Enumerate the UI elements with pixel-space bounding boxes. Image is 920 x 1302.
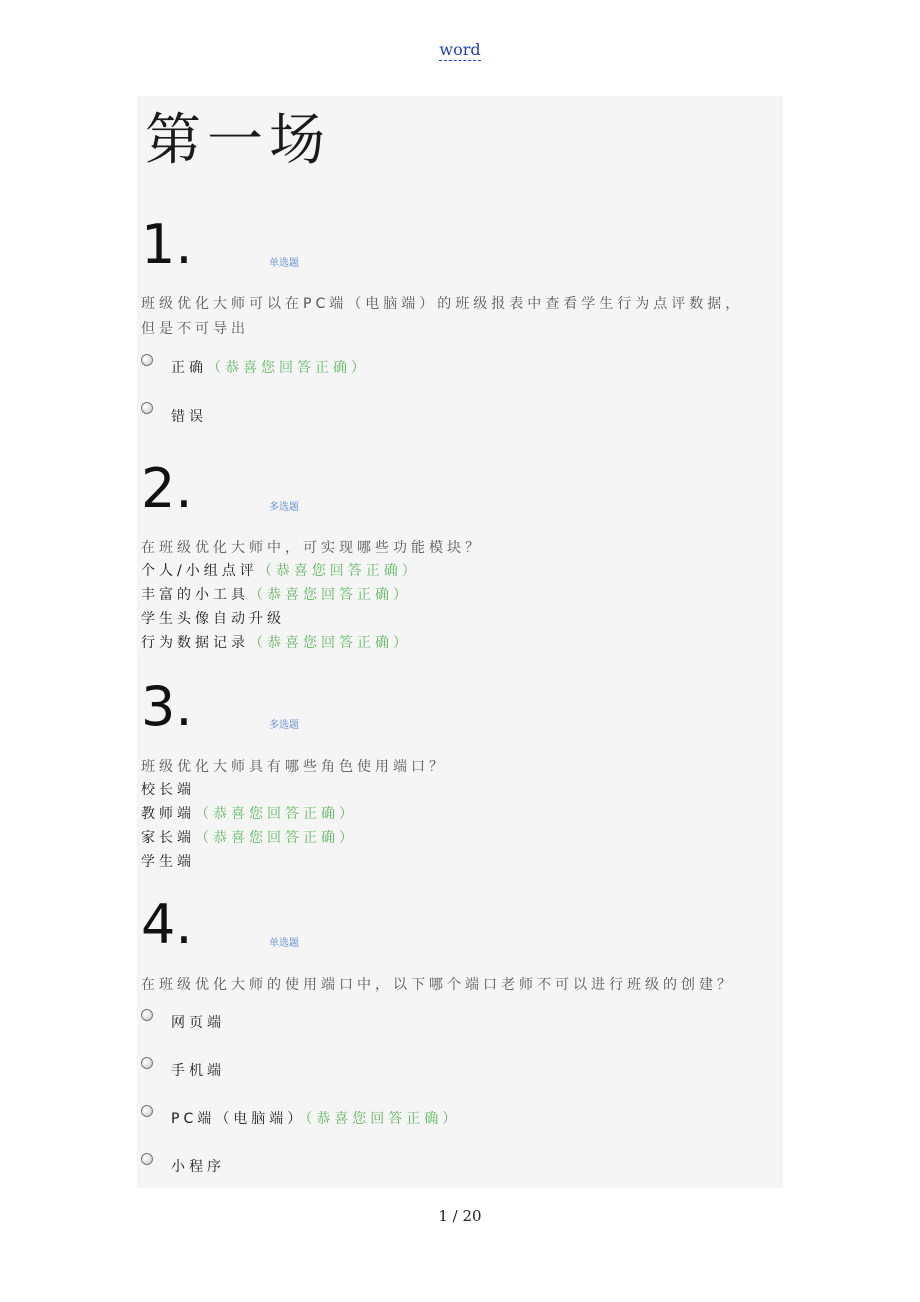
question-2-type: 多选题 — [269, 502, 299, 513]
q2-option-2-label: 丰富的小工具 — [141, 587, 249, 603]
q1-option-1[interactable] — [171, 356, 369, 380]
question-2-text: 在班级优化大师中，可实现哪些功能模块？ — [141, 540, 483, 556]
q2-option-1 — [141, 559, 420, 583]
q3-option-4-label: 学生端 — [141, 854, 195, 870]
q2-option-3-label: 学生头像自动升级 — [141, 611, 285, 627]
q2-option-4-feedback: （恭喜您回答正确） — [249, 635, 411, 651]
q2-option-1-feedback: （恭喜您回答正确） — [257, 563, 420, 579]
q4-option-3-feedback: （恭喜您回答正确） — [305, 1111, 461, 1127]
q1-option-1-feedback: （恭喜您回答正确） — [207, 360, 369, 376]
radio-q4-option-3[interactable] — [141, 1105, 153, 1117]
q4-option-3-label: PC端（电脑端） — [171, 1111, 306, 1127]
question-1-number: 1. — [141, 213, 193, 276]
q3-option-1 — [141, 778, 195, 802]
q3-option-3-label: 家长端 — [141, 830, 195, 846]
q4-option-4-label: 小程序 — [171, 1159, 225, 1175]
question-1-type: 单选题 — [269, 258, 299, 269]
question-1-text-line2: 但是不可导出 — [141, 321, 249, 337]
q4-option-1[interactable] — [171, 1011, 225, 1035]
q4-option-1-label: 网页端 — [171, 1015, 225, 1031]
q4-option-3[interactable] — [171, 1107, 460, 1131]
quiz-panel — [137, 96, 783, 1188]
q3-option-3 — [141, 826, 357, 850]
q1-option-2-label: 错误 — [171, 409, 207, 425]
q3-option-2 — [141, 802, 357, 826]
q4-option-4[interactable] — [171, 1155, 225, 1179]
question-1-text-line1: 班级优化大师可以在PC端（电脑端）的班级报表中查看学生行为点评数据， — [141, 296, 744, 312]
page-header — [0, 40, 920, 59]
question-3-type: 多选题 — [269, 720, 299, 731]
question-3-number: 3. — [141, 675, 193, 738]
radio-q4-option-2[interactable] — [141, 1057, 153, 1069]
question-4-text: 在班级优化大师的使用端口中，以下哪个端口老师不可以进行班级的创建？ — [141, 977, 735, 993]
q2-option-3 — [141, 607, 285, 631]
question-4-number: 4. — [141, 893, 193, 956]
q3-option-3-feedback: （恭喜您回答正确） — [195, 830, 357, 846]
radio-q4-option-4[interactable] — [141, 1153, 153, 1165]
q2-option-1-label: 个人/小组点评 — [141, 563, 258, 579]
q2-option-4 — [141, 631, 411, 655]
page-title: 第一场 — [145, 108, 331, 173]
radio-q1-option-2[interactable] — [141, 402, 153, 414]
question-3-text: 班级优化大师具有哪些角色使用端口？ — [141, 759, 447, 775]
q1-option-1-label: 正确 — [171, 360, 207, 376]
word-link[interactable]: word — [439, 40, 481, 59]
q3-option-4 — [141, 850, 195, 874]
q4-option-2[interactable] — [171, 1059, 225, 1083]
q4-option-2-label: 手机端 — [171, 1063, 225, 1079]
question-2-number: 2. — [141, 457, 193, 520]
q2-option-2-feedback: （恭喜您回答正确） — [249, 587, 411, 603]
q2-option-4-label: 行为数据记录 — [141, 635, 249, 651]
q1-option-2[interactable] — [171, 405, 207, 429]
q3-option-2-label: 教师端 — [141, 806, 195, 822]
q2-option-2 — [141, 583, 411, 607]
radio-q1-option-1[interactable] — [141, 354, 153, 366]
radio-q4-option-1[interactable] — [141, 1009, 153, 1021]
q3-option-2-feedback: （恭喜您回答正确） — [195, 806, 357, 822]
question-4-type: 单选题 — [269, 938, 299, 949]
q3-option-1-label: 校长端 — [141, 782, 195, 798]
page-number: 1 / 20 — [438, 1207, 482, 1225]
